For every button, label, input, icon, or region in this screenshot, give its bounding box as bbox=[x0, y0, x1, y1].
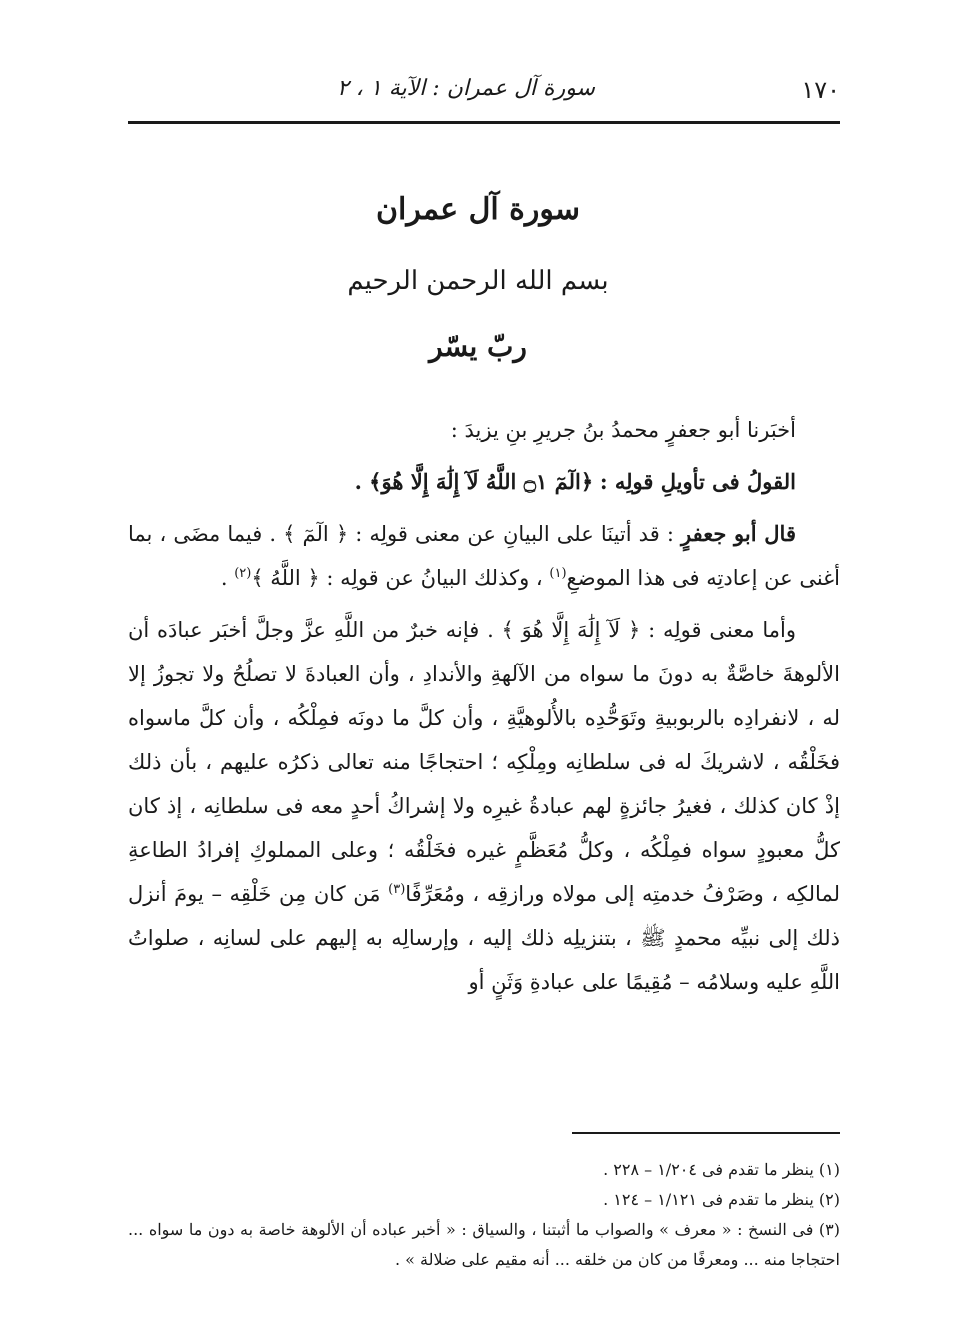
commentary-text-b: ، وكذلك البيانُ عن قولِه : ﴿ اللَّهُ ﴾ bbox=[251, 566, 543, 590]
running-header bbox=[128, 68, 840, 116]
paragraph-commentary-1 bbox=[128, 512, 840, 600]
running-header-title: سورة آل عمران : الآية ١ ، ٢ bbox=[336, 76, 595, 101]
page-number: ١٧٠ bbox=[801, 76, 840, 104]
footnotes bbox=[128, 1155, 840, 1275]
footnote-ref-1[interactable]: (١) bbox=[549, 566, 567, 581]
paragraph-commentary-2 bbox=[128, 608, 840, 1004]
verse-quote: ﴿الٓمٓ ۝١ اللَّهُ لَآ إِلَٰهَ إِلَّا هُوَ﴾ . bbox=[354, 469, 594, 494]
footnote-3: (٣) فى النسخ : « معرف » والصواب ما أثبتنا ، والسياق : « أخبر عباده أن الألوهة خاصة به دون ما سواه ... احتجاجا منه ... ومعرفًا من كان من خلقه ... أنه مقيم على ضلالة » . bbox=[128, 1220, 840, 1269]
basmala: بسم الله الرحمن الرحيم bbox=[347, 266, 609, 296]
commentary-text-d: وأما معنى قولِه : ﴿ لَآ إِلَٰهَ إِلَّا هُوَ ﴾ . فإنه خبرٌ من اللَّهِ عزَّ وجلَّ أخبَر عبادَه أن الألوهةَ خاصَّةٌ به دونَ ما سواه من الآلهةِ والأندادِ ، وأن العبادةَ لا تصلُحُ ولا تجوزُ إلا له ، لانفرادِه بالربوبيةِ وتَوَحُّدِه بالأُلوهيَّةِ ، وأن كلَّ ما دونَه فمِلْكُه ، وأن كلَّ ماسواه فخَلْقُه ، لاشريكَ له فى سلطانِه ومِلْكِه ؛ احتجاجًا منه تعالى ذكرُه عليهم ، بأن ذلك إذْ كان كذلك ، فغيرُ جائزةٍ لهم عبادةُ غيرِه ولا إشراكُ أحدٍ معه فى سلطانِه ، إذ كان كلُّ معبودٍ سواه فمِلْكُه ، وكلُّ مُعَظَّمٍ غيره فخَلْقُه ؛ وعلى المملوكِ إفرادُ الطاعةِ لمالكِه ، وصَرْفُ خدمتِه إلى مولاه ورازقِه ، ومُعَرِّفًا bbox=[128, 618, 840, 906]
header-divider bbox=[128, 121, 840, 124]
subheading: ربّ يسّر bbox=[429, 330, 527, 363]
verse-heading-lead: القولُ فى تأويلِ قولِه : bbox=[599, 469, 796, 494]
paragraph-verse-heading bbox=[128, 460, 840, 504]
paragraph-chain-of-narration bbox=[128, 408, 840, 452]
surah-title: سورة آل عمران bbox=[375, 192, 581, 227]
commentary-text-e: مَن كان مِن خَلْقِه – يومَ أنزل ذلك إلى نبيِّه محمدٍ ﷺ ، بتنزيلِه ذلك إليه ، وإرسالِه به إليهم على لسانِه ، صلواتُ اللَّهِ عليه وسلامُه – مُقِيمًا على عبادةِ وَثَنٍ أو bbox=[128, 882, 840, 994]
commentary-text-a: : قد أتينَا على البيانِ عن معنى قولِه : ﴿ الٓمٓ ﴾ . فيما مضَى ، بما أغنى عن إعادتِه فى هذا الموضعِ bbox=[128, 522, 840, 590]
footnote-ref-2[interactable]: (٢) bbox=[234, 566, 252, 581]
footnote-divider bbox=[572, 1132, 840, 1134]
commentary-text-c: . bbox=[220, 566, 228, 590]
footnote-ref-3[interactable]: (٣) bbox=[388, 882, 406, 897]
footnote-2: (٢) ينظر ما تقدم فى ١/١٢١ – ١٢٤ . bbox=[603, 1190, 840, 1209]
footnote-1: (١) ينظر ما تقدم فى ١/٢٠٤ – ٢٢٨ . bbox=[603, 1160, 840, 1179]
author-lead: قال أبو جعفرٍ bbox=[681, 521, 796, 546]
narration-text: أخبَرنا أبو جعفرٍ محمدُ بنُ جريرِ بنِ يزيدَ : bbox=[450, 418, 796, 442]
body-text bbox=[128, 408, 840, 1004]
